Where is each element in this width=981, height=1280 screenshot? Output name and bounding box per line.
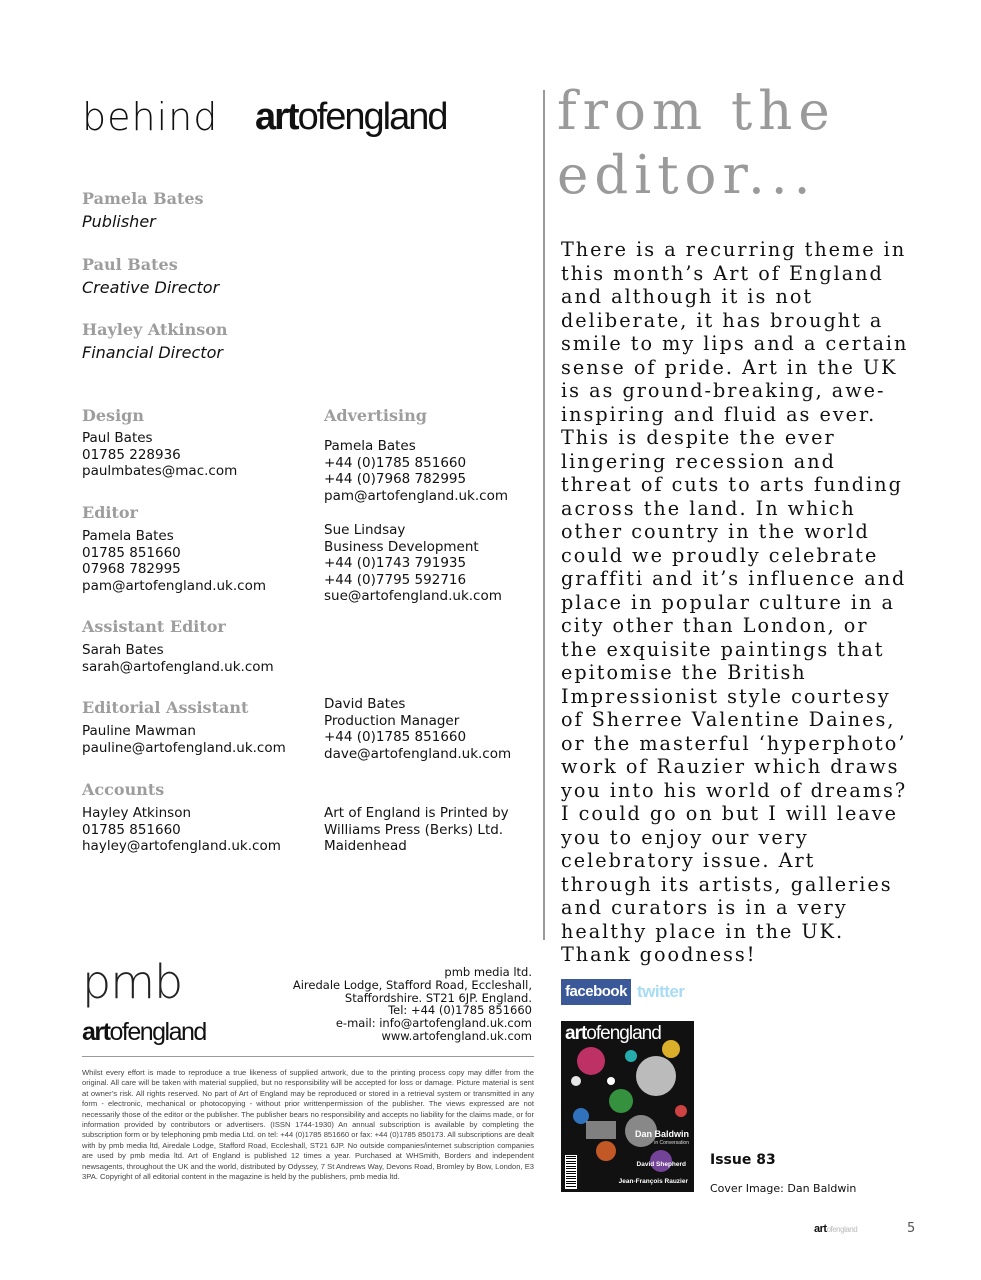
- address-line: Tel: +44 (0)1785 851660: [388, 1003, 532, 1018]
- printer-line: Williams Press (Berks) Ltd.: [324, 821, 504, 838]
- editor-title-line2: editor...: [557, 145, 817, 206]
- cover-name-2: David Shepherd: [636, 1161, 686, 1168]
- contact-line: +44 (0)1785 851660: [324, 729, 467, 745]
- column-divider: [543, 90, 545, 940]
- heading-editorial-assistant: Editorial Assistant: [82, 698, 249, 717]
- address-line: Airedale Lodge, Stafford Road, Eccleshall,: [292, 977, 532, 992]
- contact-line: +44 (0)7968 782995: [324, 471, 467, 487]
- printer-line: Maidenhead: [324, 838, 407, 854]
- principal-role: Creative Director: [82, 278, 220, 297]
- contact-email[interactable]: sarah@artofengland.uk.com: [82, 658, 274, 675]
- logo-art: art: [255, 96, 298, 138]
- contact-line: Pamela Bates: [324, 438, 416, 454]
- contact-line: Sarah Bates: [82, 642, 164, 658]
- footer-logo-ofengland: ofengland: [826, 1225, 858, 1234]
- contact-line: 01785 851660: [82, 821, 181, 838]
- contact-line: David Bates: [324, 696, 406, 712]
- contact-email[interactable]: pauline@artofengland.uk.com: [82, 739, 286, 756]
- cover-name-3: Jean-François Rauzier: [618, 1178, 688, 1185]
- contact-line: 01785 228936: [82, 446, 181, 463]
- address-email[interactable]: e-mail: info@artofengland.uk.com: [335, 1016, 532, 1031]
- contact-email[interactable]: pam@artofengland.uk.com: [324, 487, 508, 504]
- heading-editor: Editor: [82, 503, 138, 522]
- address-website[interactable]: www.artofengland.uk.com: [381, 1028, 532, 1043]
- logo-ofengland: ofengland: [297, 96, 447, 138]
- cover-logo-ofengland: ofengland: [586, 1023, 661, 1044]
- heading-assistant-editor: Assistant Editor: [82, 617, 226, 636]
- contact-line: Production Manager: [324, 712, 460, 729]
- page-number: 5: [907, 1221, 916, 1236]
- pmb-logo: pmb: [82, 955, 183, 1009]
- contact-email[interactable]: hayley@artofengland.uk.com: [82, 838, 281, 854]
- principal-financial-director: [82, 320, 228, 362]
- logo-ofengland: ofengland: [109, 1018, 206, 1046]
- advertising-contact-sue: [324, 522, 502, 605]
- contact-line: 01785 851660: [82, 544, 181, 561]
- design-contact: [82, 430, 237, 480]
- accounts-contact: [82, 805, 281, 855]
- publisher-divider: [82, 1056, 534, 1057]
- contact-line: +44 (0)1785 851660: [324, 454, 467, 471]
- printer-line: Art of England is Printed by: [324, 805, 509, 821]
- production-contact-david: [324, 696, 511, 762]
- principal-creative-director: [82, 255, 219, 297]
- contact-line: Business Development: [324, 538, 479, 555]
- contact-email[interactable]: sue@artofengland.uk.com: [324, 588, 502, 604]
- principal-name: Pamela Bates: [82, 189, 204, 208]
- barcode-icon: [565, 1155, 577, 1189]
- advertising-contact-pamela: [324, 438, 508, 504]
- editorial-assistant-contact: [82, 723, 286, 756]
- cover-image[interactable]: [561, 1021, 694, 1192]
- principal-name: Paul Bates: [82, 255, 178, 274]
- contact-email[interactable]: dave@artofengland.uk.com: [324, 745, 512, 762]
- cover-logo-art: art: [565, 1023, 587, 1044]
- contact-line: Pauline Mawman: [82, 723, 196, 739]
- contact-line: Pamela Bates: [82, 528, 174, 544]
- printer-info: [324, 805, 509, 855]
- editor-letter: There is a recurring theme in this month’s Art of England and although it is not deliberate, it has brought a smile to my lips and a certain sense of pride. Art in the UK is as ground-breaking, awe-inspiring and fluid as ever. This is despite the ever lingering recession and threat of cuts to arts funding across the land. In which other country in the world could we proudly celebrate graffiti and it’s influence and place in popular culture in a city other than London, or the exquisite paintings that epitomise the British Impressionist style courtesy of Sherree Valentine Daines, or the masterful ‘hyperphoto’ work of Rauzier which draws you into his world of dreams? I could go on but I will leave you to enjoy our very celebratory issue. Art through its artists, galleries and curators is in a very healthy place in the UK. Thank goodness!: [561, 238, 909, 966]
- contact-line: Hayley Atkinson: [82, 805, 192, 821]
- editor-contact: [82, 528, 266, 594]
- art-of-england-logo-small: [82, 1018, 206, 1047]
- contact-line: Sue Lindsay: [324, 522, 406, 538]
- logo-art: art: [82, 1018, 110, 1046]
- footer-logo-art: art: [814, 1223, 827, 1235]
- cover-credit: Cover Image: Dan Baldwin: [710, 1182, 857, 1195]
- publisher-address: [290, 966, 532, 1043]
- principal-name: Hayley Atkinson: [82, 320, 228, 339]
- editor-title-line1: from the: [557, 81, 836, 142]
- contact-line: +44 (0)7795 592716: [324, 571, 467, 588]
- address-line: Staffordshire. ST21 6JP. England.: [344, 990, 532, 1005]
- twitter-button[interactable]: twitter: [637, 982, 685, 1001]
- contact-line: 07968 782995: [82, 561, 181, 577]
- cover-artist-sub: in Conversation: [654, 1140, 689, 1146]
- facebook-button[interactable]: facebook: [561, 979, 631, 1005]
- contact-line: +44 (0)1743 791935: [324, 555, 467, 571]
- heading-accounts: Accounts: [82, 780, 165, 799]
- principal-publisher: [82, 189, 204, 231]
- heading-design: Design: [82, 406, 144, 425]
- principal-role: Financial Director: [82, 343, 223, 362]
- contact-email[interactable]: pam@artofengland.uk.com: [82, 577, 266, 594]
- art-of-england-logo: [255, 96, 447, 139]
- footer-logo: [814, 1223, 857, 1235]
- assistant-editor-contact: [82, 642, 274, 675]
- issue-number: Issue 83: [710, 1152, 776, 1168]
- heading-advertising: Advertising: [324, 406, 427, 425]
- principal-role: Publisher: [82, 212, 156, 231]
- address-line: pmb media ltd.: [444, 965, 532, 979]
- cover-artist: Dan Baldwin: [634, 1129, 689, 1139]
- disclaimer: Whilst every effort is made to reproduce a true likeness of supplied artwork, due to the printing process copy may differ from the original. All care will be taken with material supplied, but no responsibility will be accepted for loss or damage. Picture material is sent at owner’s risk. All rights reserved. No part of Art of England may be reproduced or stored in a retrieval system or transmitted in any form - electronic, mechanical or photocopying - without prior writtenpermission of the publisher. The views expressed are not necessarily those of the editor or the publisher. The publisher bears no responsibility and accepts no liability for the claims made, or for information provided by contributors or advertisers. (ISSN 1744-1930) An annual subscription is available by completing the subscription form or by telephoning pmb media Ltd. on tel: +44 (0)1785 851660 or fax: +44 (0)1785 850173. All subscriptions are dealt with by pmb media ltd, Airedale Lodge, Stafford Road, Eccleshall, ST21 6JP. No outside companies/internet subscription companies are used by pmb media ltd. Art of England is published 12 times a year. Purchased at WHSmith, Borders and independent newsagents, throughout the UK and the world, distributed by Odyssey, 7 St Andrews Way, Devons Road, Bromley by Bow, London, E3 3PA. Copyright of all editorial content in the magazine is held by the publishers, pmb media ltd.: [82, 1068, 534, 1182]
- masthead-behind: behind: [82, 95, 219, 139]
- editor-title: [557, 80, 836, 208]
- contact-email[interactable]: paulmbates@mac.com: [82, 463, 238, 479]
- cover-logo: [565, 1023, 661, 1045]
- contact-line: Paul Bates: [82, 430, 153, 446]
